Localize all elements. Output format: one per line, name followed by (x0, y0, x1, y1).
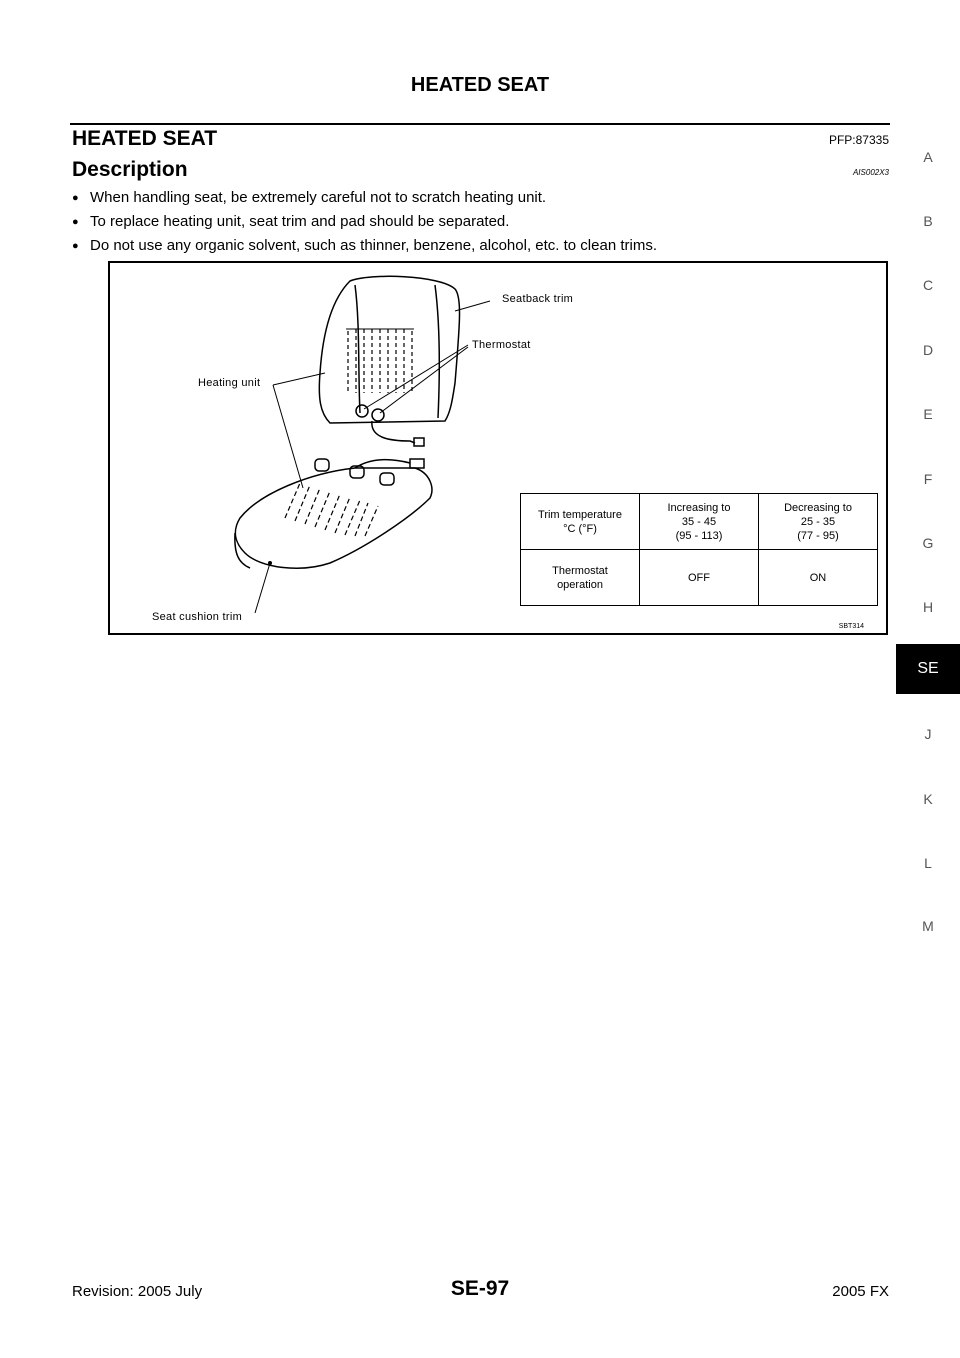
thermostat-label: Thermostat (472, 339, 531, 351)
tab-d[interactable]: D (922, 342, 934, 358)
table-cell (759, 494, 878, 550)
table-cell: ON (759, 550, 878, 606)
cell-line: °C (°F) (563, 522, 597, 535)
cell-line: Increasing to (667, 501, 731, 514)
thermostat-spec-table (520, 493, 878, 606)
cell-line: (77 - 95) (797, 529, 839, 542)
tab-h[interactable]: H (922, 599, 934, 615)
bullet-icon: ● (72, 192, 79, 204)
figure-code: SBT314 (838, 623, 864, 630)
list-item (72, 186, 882, 210)
tab-k[interactable]: K (923, 791, 933, 807)
bullet-text: Do not use any organic solvent, such as thinner, benzene, alcohol, etc. to clean trims. (90, 237, 657, 254)
bullet-text: When handling seat, be extremely careful not to scratch heating unit. (90, 189, 547, 206)
list-item (72, 210, 882, 234)
section-id: AIS002X3 (852, 168, 889, 177)
tab-j[interactable]: J (924, 726, 932, 742)
seatback-trim-leader (455, 301, 490, 311)
section-title: HEATED SEAT (72, 127, 218, 150)
bullet-icon: ● (72, 216, 79, 228)
table-cell (640, 494, 759, 550)
page-number: SE-97 (450, 1277, 510, 1300)
table-cell (521, 494, 640, 550)
seat-cushion-trim-label: Seat cushion trim (152, 611, 243, 623)
tab-e[interactable]: E (923, 406, 933, 422)
tab-a[interactable]: A (923, 149, 933, 165)
seat-illustration-figure (108, 261, 888, 635)
heating-unit-label: Heating unit (198, 377, 261, 389)
table-row (521, 494, 878, 550)
bullet-icon: ● (72, 240, 79, 252)
pfp-code: PFP:87335 (828, 133, 889, 147)
tab-c[interactable]: C (922, 277, 934, 293)
heating-unit-leader-2 (273, 385, 303, 488)
tab-l[interactable]: L (924, 855, 932, 871)
cell-line: (95 - 113) (675, 529, 723, 542)
seat-cushion-outline (235, 468, 431, 568)
footer-model: 2005 FX (832, 1283, 889, 1300)
tab-g[interactable]: G (922, 535, 934, 551)
bullet-list (72, 186, 882, 258)
tab-f[interactable]: F (923, 471, 933, 487)
list-item (72, 234, 882, 258)
heating-unit-leader (273, 373, 325, 385)
seatback-trim-label: Seatback trim (502, 293, 574, 305)
tab-b[interactable]: B (923, 213, 933, 229)
subsection-title: Description (72, 158, 188, 181)
running-header: HEATED SEAT (410, 74, 550, 96)
seat-cushion-leader (255, 563, 270, 613)
tab-m[interactable]: M (922, 918, 934, 934)
cell-line: 25 - 35 (800, 515, 836, 528)
footer-revision: Revision: 2005 July (72, 1283, 203, 1300)
bullet-text: To replace heating unit, seat trim and pad should be separated. (90, 213, 510, 230)
cell-line: Decreasing to (784, 501, 852, 514)
cell-line: 35 - 45 (681, 515, 717, 528)
cell-line: operation (557, 578, 603, 591)
table-cell: OFF (640, 550, 759, 606)
tab-se[interactable]: SE (896, 644, 960, 694)
table-row (521, 550, 878, 606)
cell-line: Thermostat (552, 564, 608, 577)
cell-line: Trim temperature (538, 508, 622, 521)
table-cell (521, 550, 640, 606)
section-index-tabs (896, 0, 960, 1358)
header-rule (70, 123, 890, 125)
